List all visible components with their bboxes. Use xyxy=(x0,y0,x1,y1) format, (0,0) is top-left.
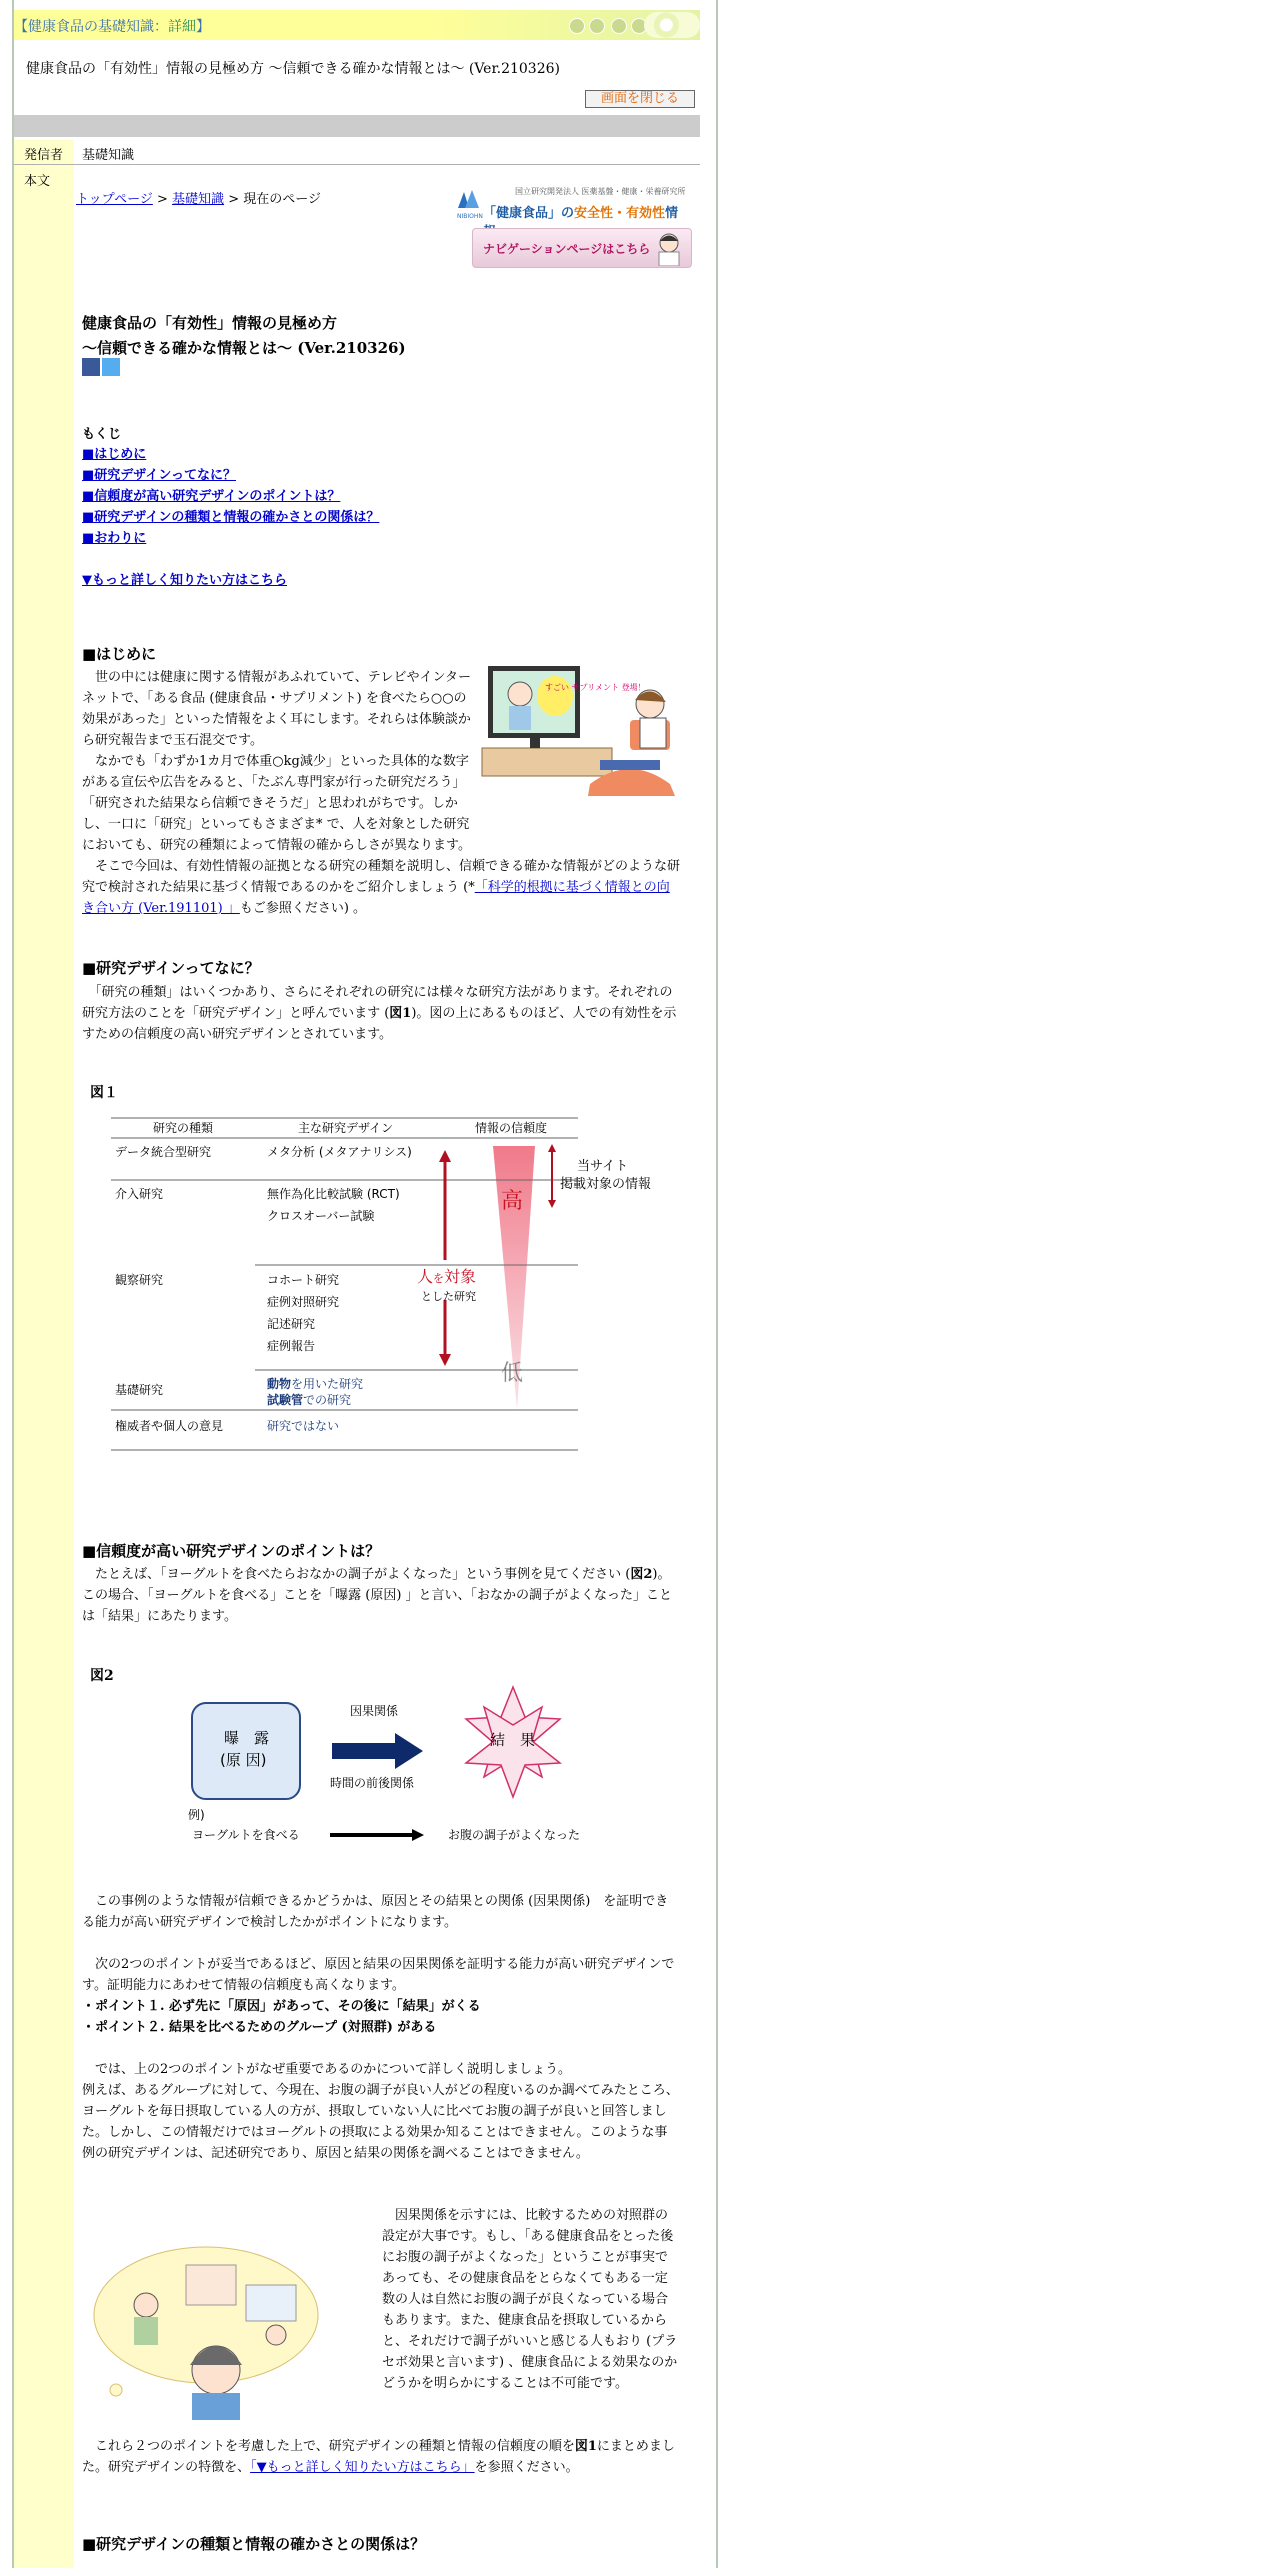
fig1-design-not-research: 研究ではない xyxy=(267,1419,340,1433)
fig2-cause-label: (原 因) xyxy=(220,1751,267,1769)
intro-paragraph-2: なかでも「わずか1カ月で体重○kg減少」といった具体的な数字がある宣伝や広告をみると、「たぶん専門家が行った研究だろう」「研究された結果なら信頼できそうだ」と思われがちです。しかし、一口に「研究」といってもさまざま* で、人を対象とした研究においても、研究の種類によって情報の確からしさが異なります。 xyxy=(82,754,471,853)
reliable-paragraph: たとえば、「ヨーグルトを食べたらおなかの調子がよくなった」という事例を見てください (図2)。この場合、「ヨーグルトを食べる」ことを「曝露 (原因) 」と言い、「おなかの調子がよくなった」ことは「結果」にあたります。 xyxy=(82,1567,673,1624)
body-label: 本文 xyxy=(24,174,51,189)
fig2-time-label: 時間の前後関係 xyxy=(330,1776,415,1790)
toc-link-design[interactable]: ■研究デザインってなに？ xyxy=(82,468,236,483)
document-heading: 健康食品の「有効性」情報の見極め方 ～信頼できる確かな情報とは～ (Ver.210326) xyxy=(26,61,560,77)
fig2-example-result: お腹の調子がよくなった xyxy=(448,1828,581,1842)
section-heading-intro: ■はじめに xyxy=(82,645,157,663)
fig1-kind-intervention: 介入研究 xyxy=(115,1187,164,1201)
points-paragraph-4: 例えば、あるグループに対して、今現在、お腹の調子が良い人がどの程度いるのか調べてみたところ、ヨーグルトを毎日摂取している人の方が、摂取していない人に比べてお腹の調子が良いと回答しました。しかし、この情報だけではヨーグルトの摂取による効果か知ることはできません。このような事例の研究デザインは、記述研究であり、原因と結果の関係を調べることはできません。 xyxy=(82,2083,679,2161)
science-info-link[interactable]: 「科学的根拠に基づく情報との向き合い方 (Ver.191101) 」 xyxy=(82,880,670,916)
figure1-label: 図１ xyxy=(90,1085,118,1101)
point-1: ・ポイント１. 必ず先に「原因」があって、その後に「結果」がくる xyxy=(82,1999,481,2014)
header-bar xyxy=(14,10,700,40)
fig1-high-label: 高 xyxy=(501,1189,524,1214)
body-label-column xyxy=(14,165,74,2568)
figure2-causality-diagram xyxy=(180,1685,600,1850)
toc-link-conclusion[interactable]: ■おわりに xyxy=(82,531,147,546)
fig1-design-cohort: コホート研究 xyxy=(267,1273,340,1287)
fig1-col-reliability: 情報の信頼度 xyxy=(475,1121,548,1135)
fig1-design-rct: 無作為化比較試験 (RCT) xyxy=(267,1187,400,1201)
intro-paragraph-1: 世の中には健康に関する情報があふれていて、テレビやインターネットで、「ある食品 (健康食品・サプリメント) を食べたら○○の効果があった」といった情報をよく耳にします。それらは体験談から研究報告まで玉石混交です。 xyxy=(82,670,471,748)
fig2-result-label: 結 果 xyxy=(490,1731,536,1749)
logo-title: 「健康食品」の安全性・有効性情 xyxy=(483,206,679,221)
header-title: 【健康食品の基礎知識：詳細】 xyxy=(14,19,210,35)
figure1-research-design-chart xyxy=(105,1110,680,1470)
header-decor-dot xyxy=(589,18,605,34)
toc-link-more-details[interactable]: ▼もっと詳しく知りたい方はこちら xyxy=(82,573,287,588)
tv-text: すごい サプリメント 登場！ xyxy=(545,683,646,692)
fig1-kind-opinion: 権威者や個人の意見 xyxy=(115,1419,224,1433)
fig1-design-case-control: 症例対照研究 xyxy=(267,1295,340,1309)
close-window-button[interactable]: 画面を閉じる xyxy=(585,90,695,108)
thinking-person-illustration xyxy=(86,2235,326,2420)
share-buttons xyxy=(82,358,122,376)
fig1-site-label-b: 掲載対象の情報 xyxy=(560,1177,652,1192)
fig1-kind-observational: 観察研究 xyxy=(115,1273,164,1287)
header-decor-dot xyxy=(611,18,627,34)
points-paragraph-5: 因果関係を示すには、比較するための対照群の設定が大事です。もし、「ある健康食品をとった後にお腹の調子がよくなった」ということが事実であっても、その健康食品をとらなくてもある一定数の人は自然にお腹の調子が良くなっている場合もあります。また、健康食品を摂取しているからと、それだけで調子がいいと感じる人もおり (プラセボ効果と言います) 、健康食品による効果なのかどうかを明らかにすることは不可能です。 xyxy=(382,2208,678,2391)
fig1-col-design: 主な研究デザイン xyxy=(298,1121,394,1135)
fig1-design-animal: 動物を用いた研究 xyxy=(267,1377,364,1391)
figure2-label: 図2 xyxy=(90,1668,114,1684)
fig1-design-case-report: 症例報告 xyxy=(267,1339,316,1353)
design-paragraph: 「研究の種類」はいくつかあり、さらにそれぞれの研究には様々な研究方法があります。それぞれの研究方法のことを「研究デザイン」と呼んでいます (図1)。図の上にあるものほど、人での有効性を示すための信頼度の高い研究デザインとされています。 xyxy=(82,985,677,1042)
fig1-human-label: 人を対象 xyxy=(417,1267,477,1286)
section-heading-design: ■研究デザインってなに？ xyxy=(82,959,260,977)
logo-institute: 国立研究開発法人 医薬基盤・健康・栄養研究所 xyxy=(515,187,686,196)
article-title-line2: ～信頼できる確かな情報とは～ (Ver.210326) xyxy=(82,339,406,357)
fig1-kind-integration: データ統合型研究 xyxy=(115,1145,212,1159)
points-paragraph-1: この事例のような情報が信頼できるかどうかは、原因とその結果との関係 (因果関係) を証明できる能力が高い研究デザインで検討したかがポイントになります。 xyxy=(82,1894,669,1930)
more-details-link[interactable]: 「▼もっと詳しく知りたい方はこちら」 xyxy=(250,2460,475,2475)
header-decor-swirl xyxy=(644,12,700,38)
fig2-example-label: 例) xyxy=(188,1808,205,1822)
facebook-share-icon[interactable] xyxy=(82,358,100,376)
fig1-human-sub: とした研究 xyxy=(421,1290,476,1303)
svg-text:NIBIOHN: NIBIOHN xyxy=(457,213,483,220)
header-decor-dot xyxy=(569,18,585,34)
toc-link-reliable-design[interactable]: ■信頼度が高い研究デザインのポイントは？ xyxy=(82,489,341,504)
twitter-share-icon[interactable] xyxy=(102,358,120,376)
points-paragraph-6: これら２つのポイントを考慮した上で、研究デザインの種類と情報の信頼度の順を図1にまとめました。研究デザインの特徴を、「▼もっと詳しく知りたい方はこちら」を参照ください。 xyxy=(82,2439,675,2475)
section-heading-reliable-design: ■信頼度が高い研究デザインのポイントは？ xyxy=(82,1542,381,1560)
navigation-page-banner[interactable]: ナビゲーションページはこちら xyxy=(472,228,692,268)
fig1-design-test-tube: 試験管での研究 xyxy=(267,1393,352,1407)
fig2-exposure-label: 曝 露 xyxy=(224,1729,270,1747)
logo-mark-icon xyxy=(455,186,483,220)
point-2: ・ポイント２. 結果を比べるためのグループ (対照群) がある xyxy=(82,2020,437,2035)
fig2-example-cause: ヨーグルトを食べる xyxy=(192,1828,300,1842)
nurse-illustration-icon xyxy=(649,230,689,266)
sender-label: 発信者 xyxy=(24,148,64,163)
fig1-design-meta: メタ分析 (メタアナリシス) xyxy=(267,1145,412,1159)
points-paragraph-2: 次の2つのポイントが妥当であるほど、原因と結果の因果関係を証明する能力が高い研究デザインです。証明能力にあわせて情報の信頼度も高くなります。 xyxy=(82,1957,675,1993)
fig1-site-label-a: 当サイト xyxy=(577,1159,629,1174)
toc-label: もくじ xyxy=(82,427,122,442)
gray-divider-band xyxy=(14,115,700,137)
points-paragraph-3: では、上の2つのポイントがなぜ重要であるのかについて詳しく説明しましょう。 xyxy=(82,2062,572,2077)
breadcrumb-basics-link[interactable]: 基礎知識 xyxy=(172,192,225,207)
fig1-design-descriptive: 記述研究 xyxy=(267,1317,316,1331)
article-title-line1: 健康食品の「有効性」情報の見極め方 xyxy=(82,314,338,332)
breadcrumb: トップページ > 基礎知識 > 現在のページ xyxy=(76,192,321,207)
breadcrumb-current: 現在のページ xyxy=(243,192,321,207)
fig1-col-kind: 研究の種類 xyxy=(153,1121,214,1135)
intro-paragraph-3: そこで今回は、有効性情報の証拠となる研究の種類を説明し、信頼できる確かな情報がどのような研究で検討された結果に基づく情報であるのかをご紹介しましょう (*「科学的根拠に基づく情報との向き合い方 (Ver.191101) 」もご参照ください) 。 xyxy=(82,859,681,916)
section-heading-design-types: ■研究デザインの種類と情報の確かさとの関係は？ xyxy=(82,2535,426,2553)
fig1-kind-basic: 基礎研究 xyxy=(115,1383,164,1397)
fig2-causal-label: 因果関係 xyxy=(350,1704,399,1718)
fig1-design-crossover: クロスオーバー試験 xyxy=(267,1209,375,1223)
breadcrumb-top-link[interactable]: トップページ xyxy=(76,192,153,207)
sender-value: 基礎知識 xyxy=(82,148,135,163)
tv-watching-illustration xyxy=(480,664,685,804)
toc-link-intro[interactable]: ■はじめに xyxy=(82,447,147,462)
site-logo[interactable] xyxy=(455,186,690,222)
toc-link-design-types[interactable]: ■研究デザインの種類と情報の確かさとの関係は？ xyxy=(82,510,380,525)
fig1-low-label: 低 xyxy=(501,1361,524,1386)
